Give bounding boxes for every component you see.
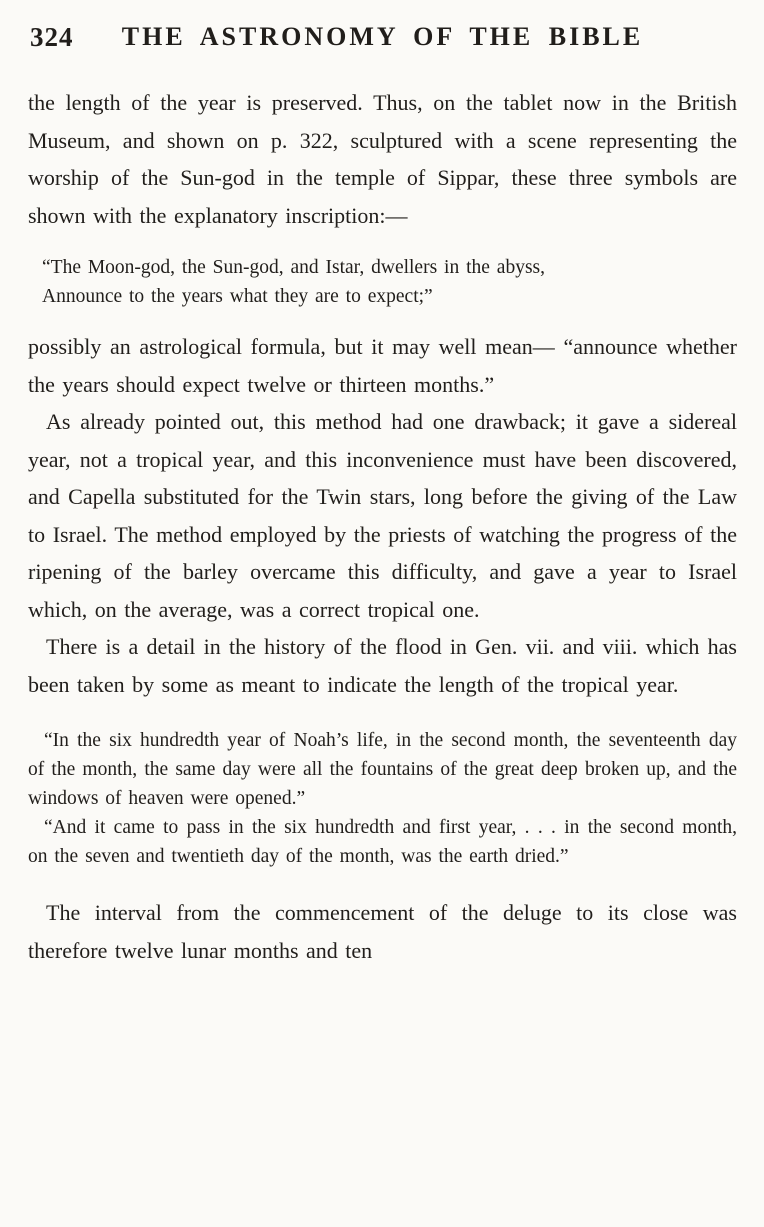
scripture-quote-noah: “In the six hundredth year of Noah’s life, in the second month, the seventeenth day of the month, the same day were all the fountains of the great deep broken up, and the windows of heaven were opened.”: [28, 730, 737, 809]
paragraph-continuation: the length of the year is preserved. Thus, on the tablet now in the British Museum, and shown on p. 322, sculptured with a scene representing the worship of the Sun-god in the temple of Sippar, these three symbols are shown with the explanatory inscription:—: [28, 90, 737, 228]
scripture-quote-earth-dried: “And it came to pass in the six hundredth and first year, . . . in the second month, on the seven and twentieth day of the month, was the earth dried.”: [28, 817, 737, 867]
inscription-quote-line-1: “The Moon-god, the Sun-god, and Istar, dwellers in the abyss,: [42, 257, 545, 278]
paragraph-sidereal-year: As already pointed out, this method had one drawback; it gave a sidereal year, not a tropical year, and this inconvenience must have been discovered, and Capella substituted for the Twin stars, long before the giving of the Law to Israel. The method employed by the priests of watching the progress of the ripening of the barley overcame this difficulty, and gave a year to Israel which, on the average, was a correct tropical one.: [28, 409, 737, 622]
page-header: [28, 22, 737, 58]
scripture-quote-block: [28, 726, 737, 871]
inscription-quote-block: [42, 253, 707, 311]
paragraph-astrological-formula: possibly an astrological formula, but it may well mean— “announce whether the years should expect twelve or thirteen months.”: [28, 334, 737, 397]
paragraph-flood-detail: There is a detail in the history of the flood in Gen. vii. and viii. which has been taken by some as meant to indicate the length of the tropical year.: [28, 634, 737, 697]
running-title: THE ASTRONOMY OF THE BIBLE: [121, 22, 644, 51]
paragraph-interval: The interval from the commencement of the deluge to its close was therefore twelve lunar months and ten: [28, 900, 737, 963]
inscription-quote-line-2: Announce to the years what they are to expect;”: [42, 286, 433, 307]
page-body: [28, 84, 737, 969]
page-number: 324: [30, 22, 74, 52]
